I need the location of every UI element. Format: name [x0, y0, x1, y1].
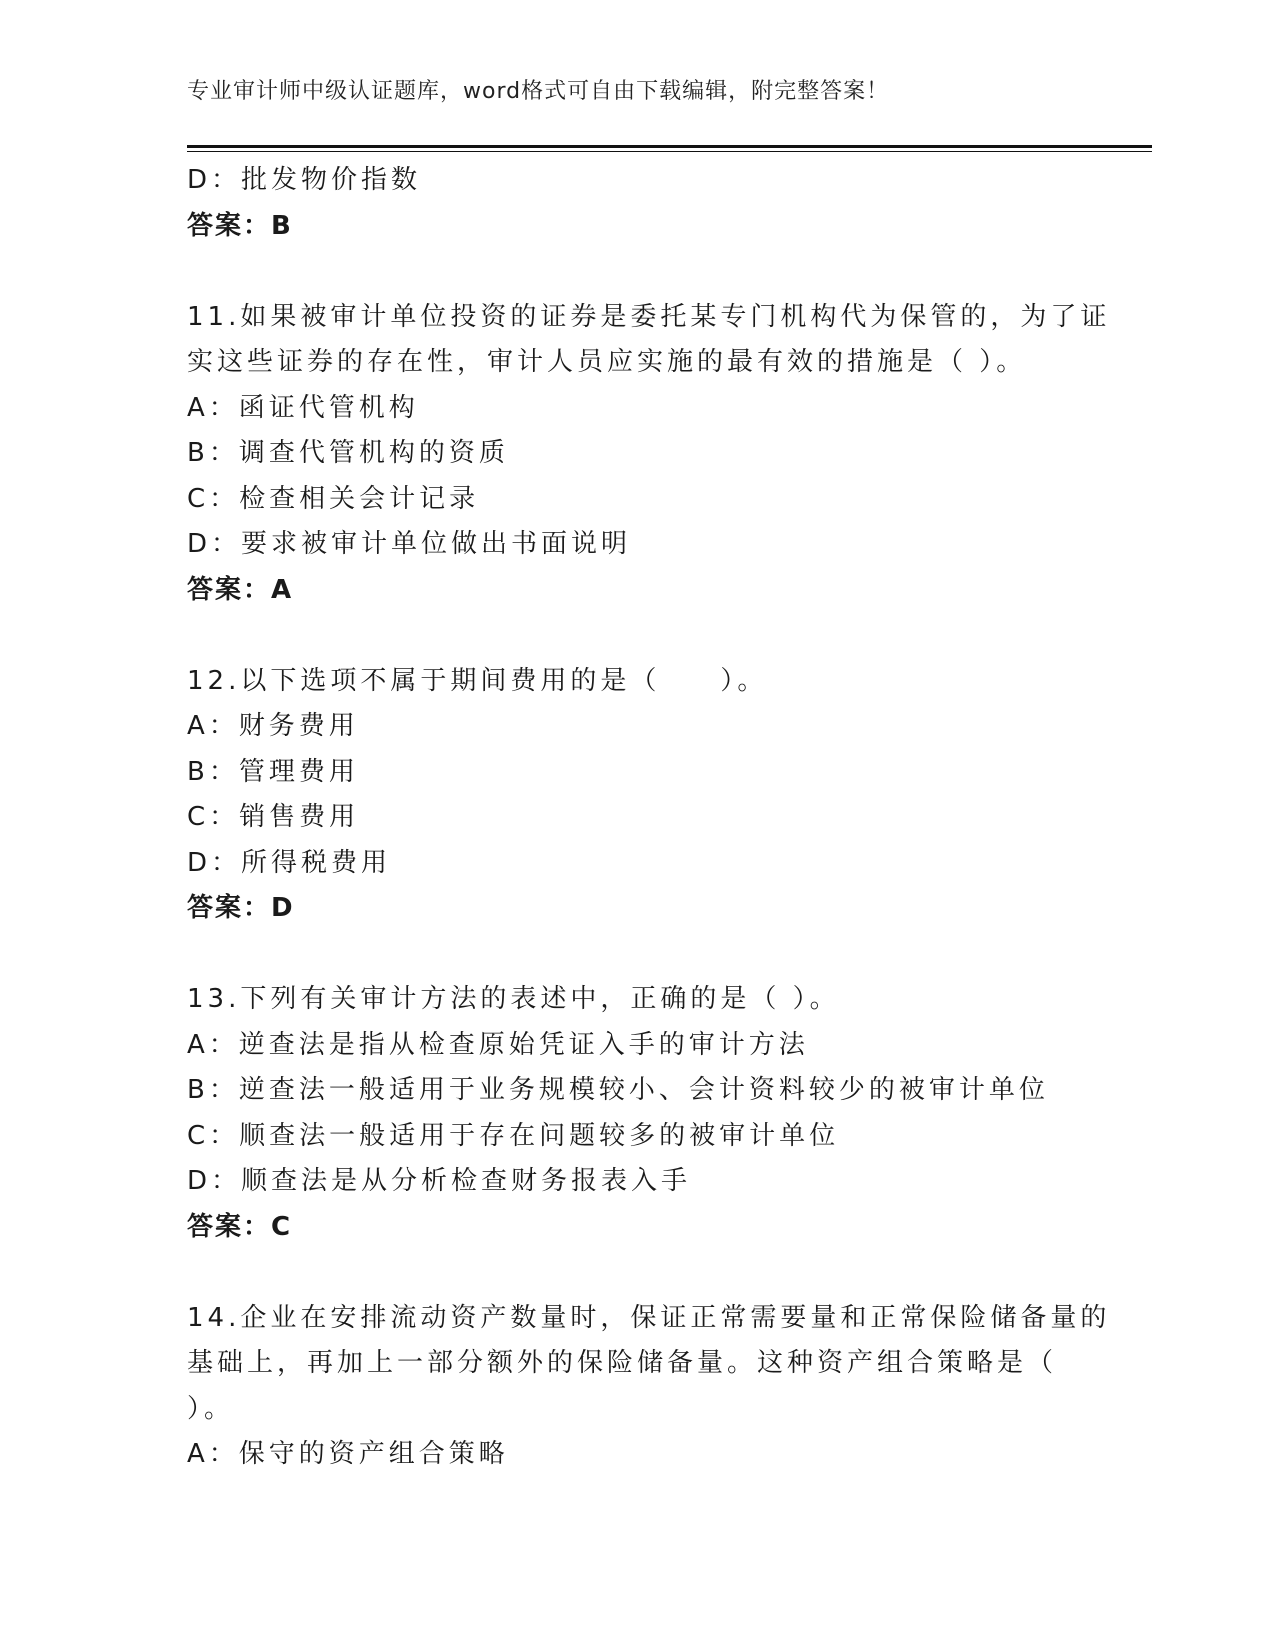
question-text-line: 实这些证券的存在性，审计人员应实施的最有效的措施是（ ）。 [187, 347, 1027, 377]
question-11 [187, 295, 1111, 614]
answer-line: 答案：D [187, 893, 295, 923]
option-d: D：所得税费用 [187, 847, 392, 878]
answer-line: 答案：C [187, 1211, 293, 1242]
option-d: D：顺查法是从分析检查财务报表入手 [187, 1166, 692, 1196]
answer-line: 答案：A [187, 574, 294, 605]
option-a: A：逆查法是指从检查原始凭证入手的审计方法 [187, 1029, 809, 1060]
question-text-line: 11.如果被审计单位投资的证券是委托某专门机构代为保管的，为了证 [187, 301, 1111, 332]
spacer [187, 932, 1087, 978]
option-b: B：管理费用 [187, 756, 359, 787]
option-a: A：财务费用 [187, 711, 359, 741]
option-c: C：销售费用 [187, 802, 360, 832]
page-header: 专业审计师中级认证题库，word格式可自由下载编辑，附完整答案！ [187, 79, 890, 104]
option-c: C：检查相关会计记录 [187, 483, 480, 514]
spacer [187, 249, 1087, 295]
question-text-line: 13.下列有关审计方法的表述中，正确的是（ ）。 [187, 984, 840, 1014]
header-rule-thin [187, 151, 1152, 152]
option-a: A：保守的资产组合策略 [187, 1439, 509, 1469]
question-14 [187, 1296, 1111, 1478]
question-text-line: 12.以下选项不属于期间费用的是（ ）。 [187, 665, 768, 696]
header-rule-thick [187, 145, 1152, 148]
option-b: B：逆查法一般适用于业务规模较小、会计资料较少的被审计单位 [187, 1075, 1049, 1105]
question-13 [187, 977, 1087, 1250]
question-text-line: ）。 [187, 1393, 235, 1424]
question-text-line: 基础上，再加上一部分额外的保险储备量。这种资产组合策略是（ [187, 1348, 1058, 1378]
question-12 [187, 659, 1087, 932]
option-d: D：要求被审计单位做出书面说明 [187, 529, 632, 559]
spacer [187, 1250, 1087, 1296]
option-c: C：顺查法一般适用于存在问题较多的被审计单位 [187, 1120, 840, 1151]
option-b: B：调查代管机构的资质 [187, 438, 509, 468]
spacer [187, 613, 1087, 659]
option-d: D：批发物价指数 [187, 165, 422, 195]
option-a: A：函证代管机构 [187, 392, 419, 423]
document-body [187, 158, 1111, 1478]
question-text-line: 14.企业在安排流动资产数量时，保证正常需要量和正常保险储备量的 [187, 1302, 1111, 1333]
answer-line: 答案：B [187, 210, 293, 241]
